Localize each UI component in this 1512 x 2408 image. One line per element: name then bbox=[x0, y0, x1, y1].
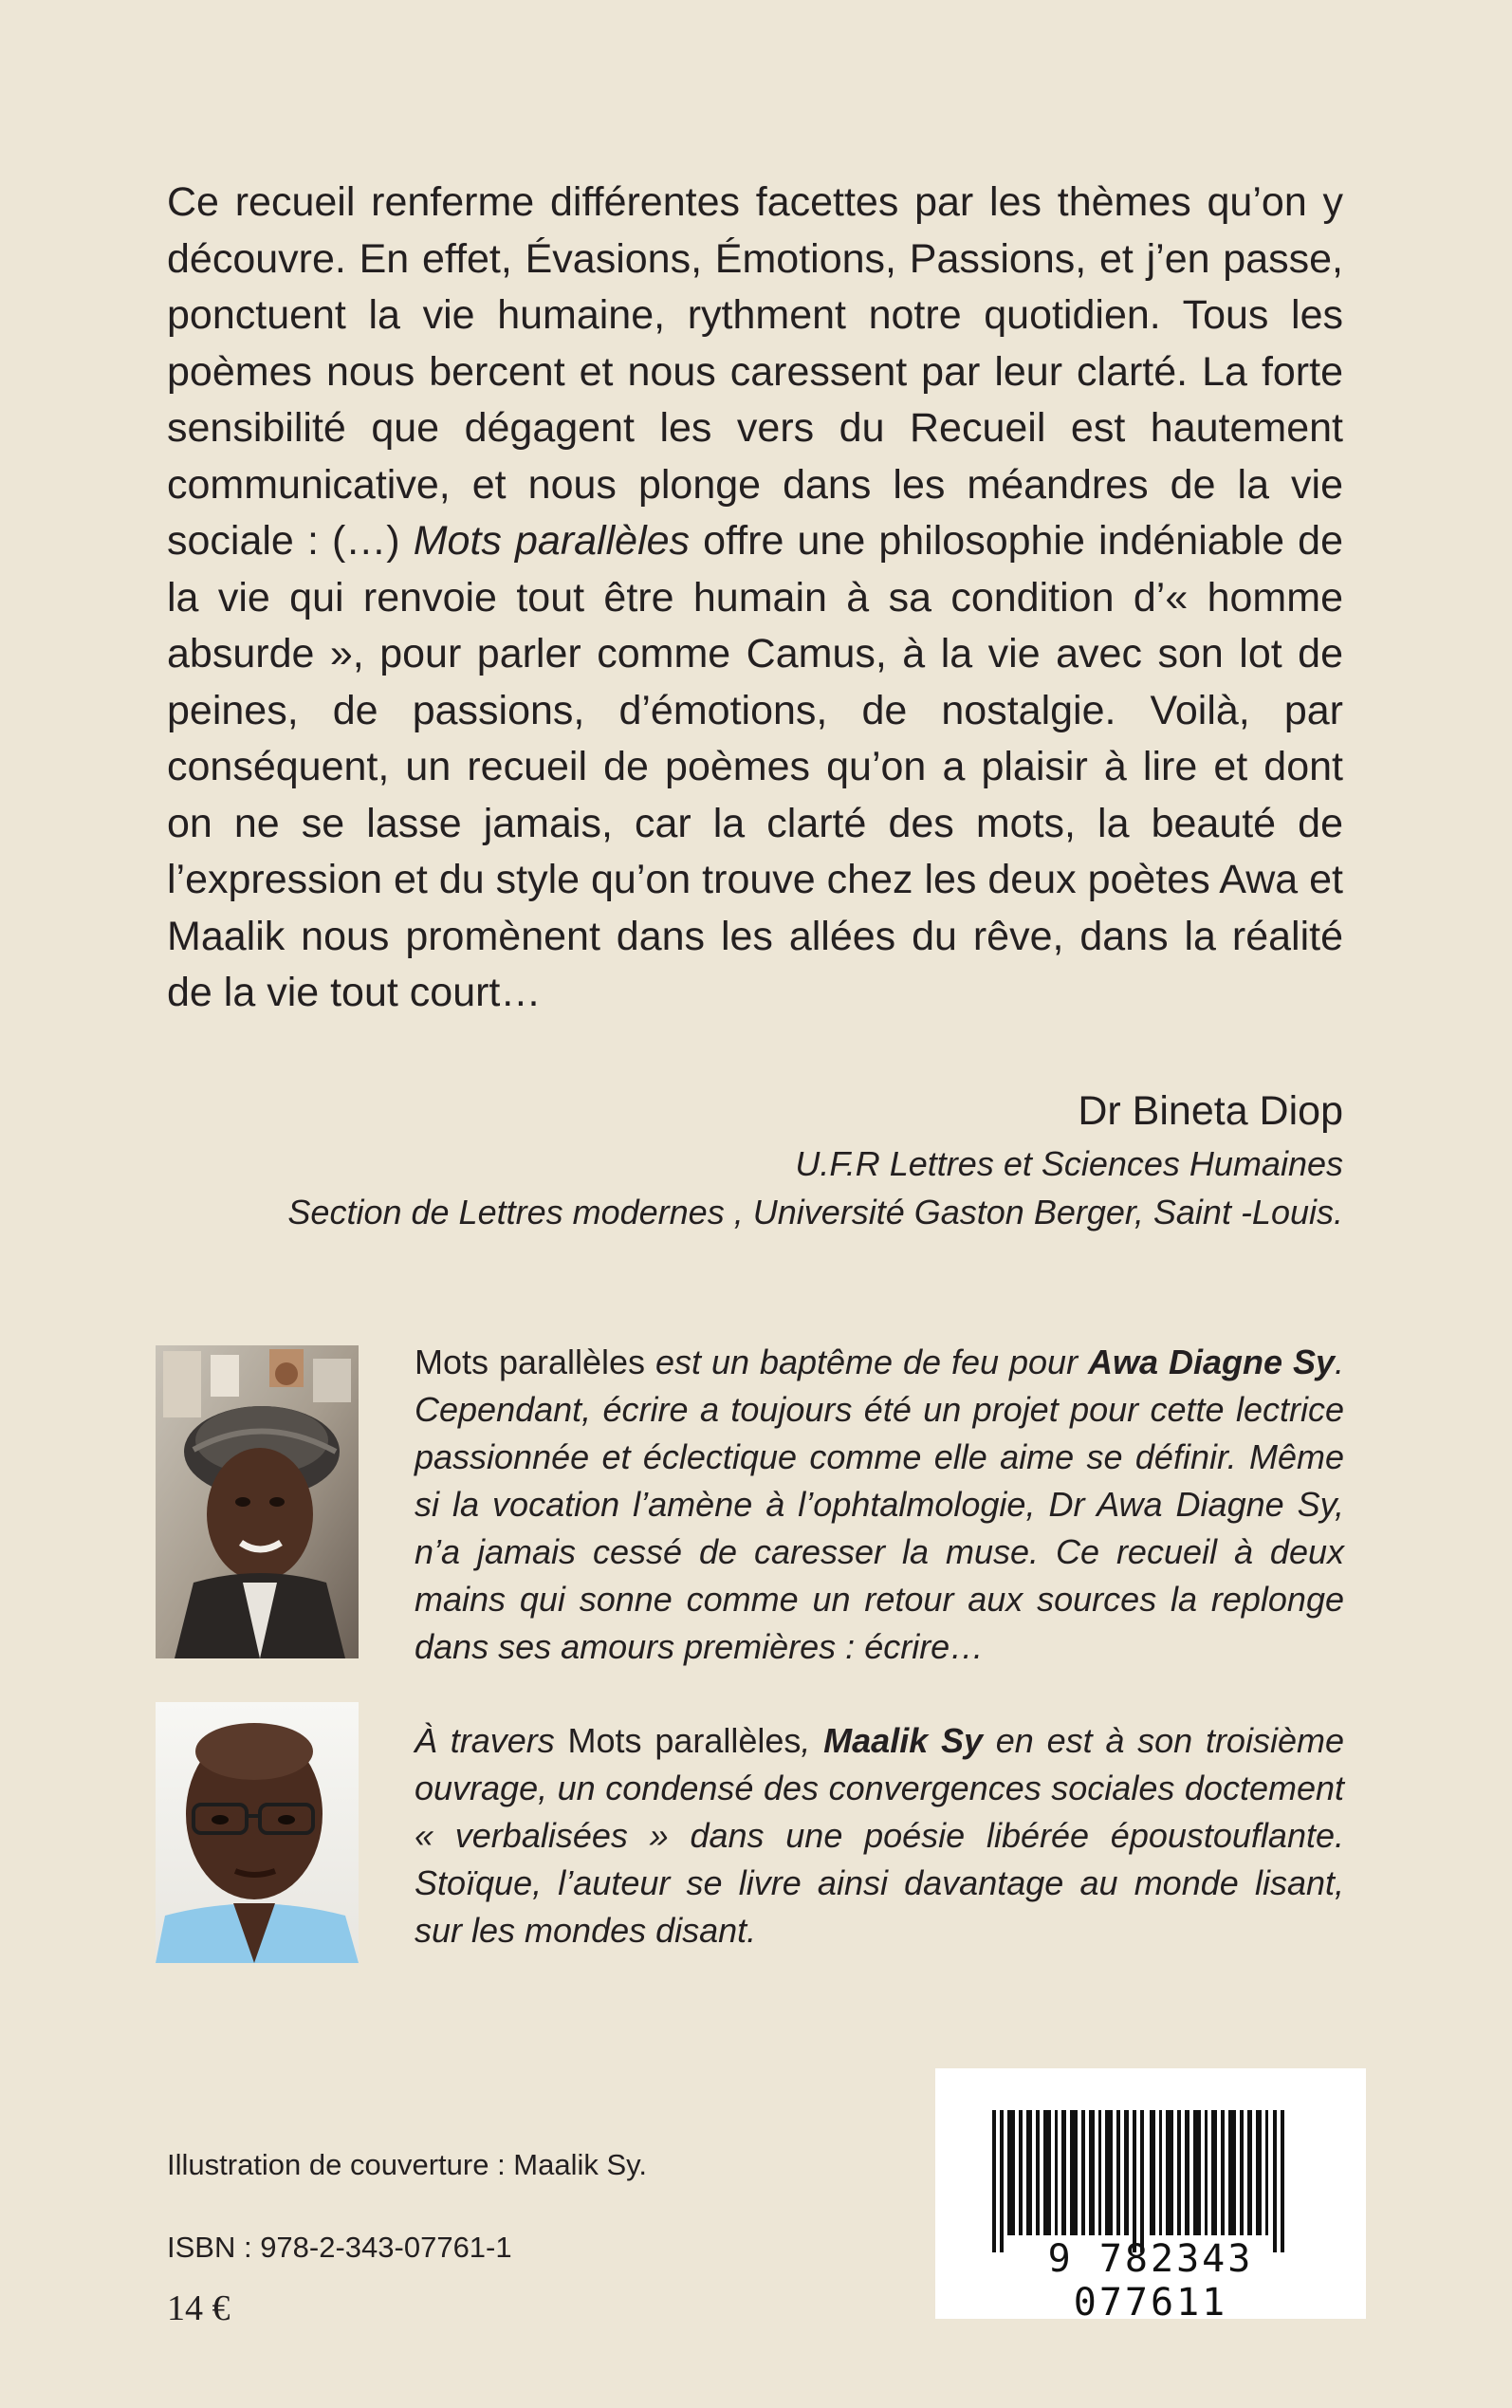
signature-name: Dr Bineta Diop bbox=[1078, 1088, 1343, 1134]
author-bio-maalik bbox=[415, 1717, 1344, 1954]
cover-illustration-credit: Illustration de couverture : Maalik Sy. bbox=[167, 2148, 647, 2181]
barcode-digits: 9 782343 077611 bbox=[1047, 2237, 1254, 2325]
barcode-bars bbox=[935, 2068, 1366, 2258]
isbn-number: ISBN : 978-2-343-07761-1 bbox=[167, 2231, 512, 2264]
signature-affiliation-2: Section de Lettres modernes , Université Gaston Berger, Saint -Louis. bbox=[287, 1193, 1343, 1232]
barcode bbox=[935, 2068, 1366, 2325]
bio1-text-1: est un baptême de feu pour bbox=[645, 1343, 1088, 1381]
blurb-part-2: offre une philosophie indéniable de la vie qui renvoie tout être humain à sa condition d’« homme absurde », pour parler comme Camus, à la vie avec son lot de peines, de passions, d’émotions, de nostalgie. Voilà, par conséquent, un recueil de poèmes qu’on a plaisir à lire et dont on ne se lasse jamais, car la clarté des mots, la beauté de l’expression et du style qu’on trouve chez les deux poètes Awa et Maalik nous promènent dans les allées du rêve, dans la réalité de la vie tout court… bbox=[167, 518, 1343, 1015]
bio1-book-title: Mots parallèles bbox=[415, 1343, 646, 1381]
bio2-author-name: Maalik Sy bbox=[823, 1721, 984, 1760]
bio1-text-2: . Cependant, écrire a toujours été un projet pour cette lectrice passionnée et éclectique comme elle aime se définir. Même si la vocation l’amène à l’ophtalmologie, Dr Awa Diagne Sy, n’a jamais cessé de caresser la muse. Ce recueil à deux mains qui sonne comme un retour aux sources la replonge dans ses amours premières : écrire… bbox=[415, 1343, 1344, 1666]
bio2-text-2: en est à son troisième ouvrage, un condensé des convergences sociales doctement « verbalisées » dans une poésie libérée époustouflante. Stoïque, l’auteur se livre ainsi davantage au monde lisant, sur les mondes disant. bbox=[415, 1721, 1344, 1950]
author-photo-awa-diagne-sy bbox=[156, 1345, 359, 1658]
blurb-book-title: Mots parallèles bbox=[413, 518, 691, 564]
bio1-author-name: Awa Diagne Sy bbox=[1088, 1343, 1335, 1381]
bio2-book-title: Mots parallèles bbox=[567, 1721, 802, 1760]
blurb-part-1: Ce recueil renferme différentes facettes par les thèmes qu’on y découvre. En effet, Évasions, Émotions, Passions, et j’en passe, ponctuent la vie humaine, rythment notre quotidien. Tous les poèmes nous bercent et nous caressent par leur clarté. La forte sensibilité que dégagent les vers du Recueil est hautement communicative, et nous plonge dans les méandres de la vie sociale : (…) bbox=[167, 179, 1343, 564]
author-photo-maalik-sy bbox=[156, 1702, 359, 1963]
price: 14 € bbox=[167, 2288, 230, 2328]
back-cover-blurb bbox=[167, 175, 1343, 1022]
author-bio-awa bbox=[415, 1339, 1344, 1671]
bio2-text-0: À travers bbox=[415, 1721, 568, 1760]
bio2-text-1: , bbox=[801, 1721, 824, 1760]
signature-affiliation-1: U.F.R Lettres et Sciences Humaines bbox=[795, 1144, 1343, 1183]
